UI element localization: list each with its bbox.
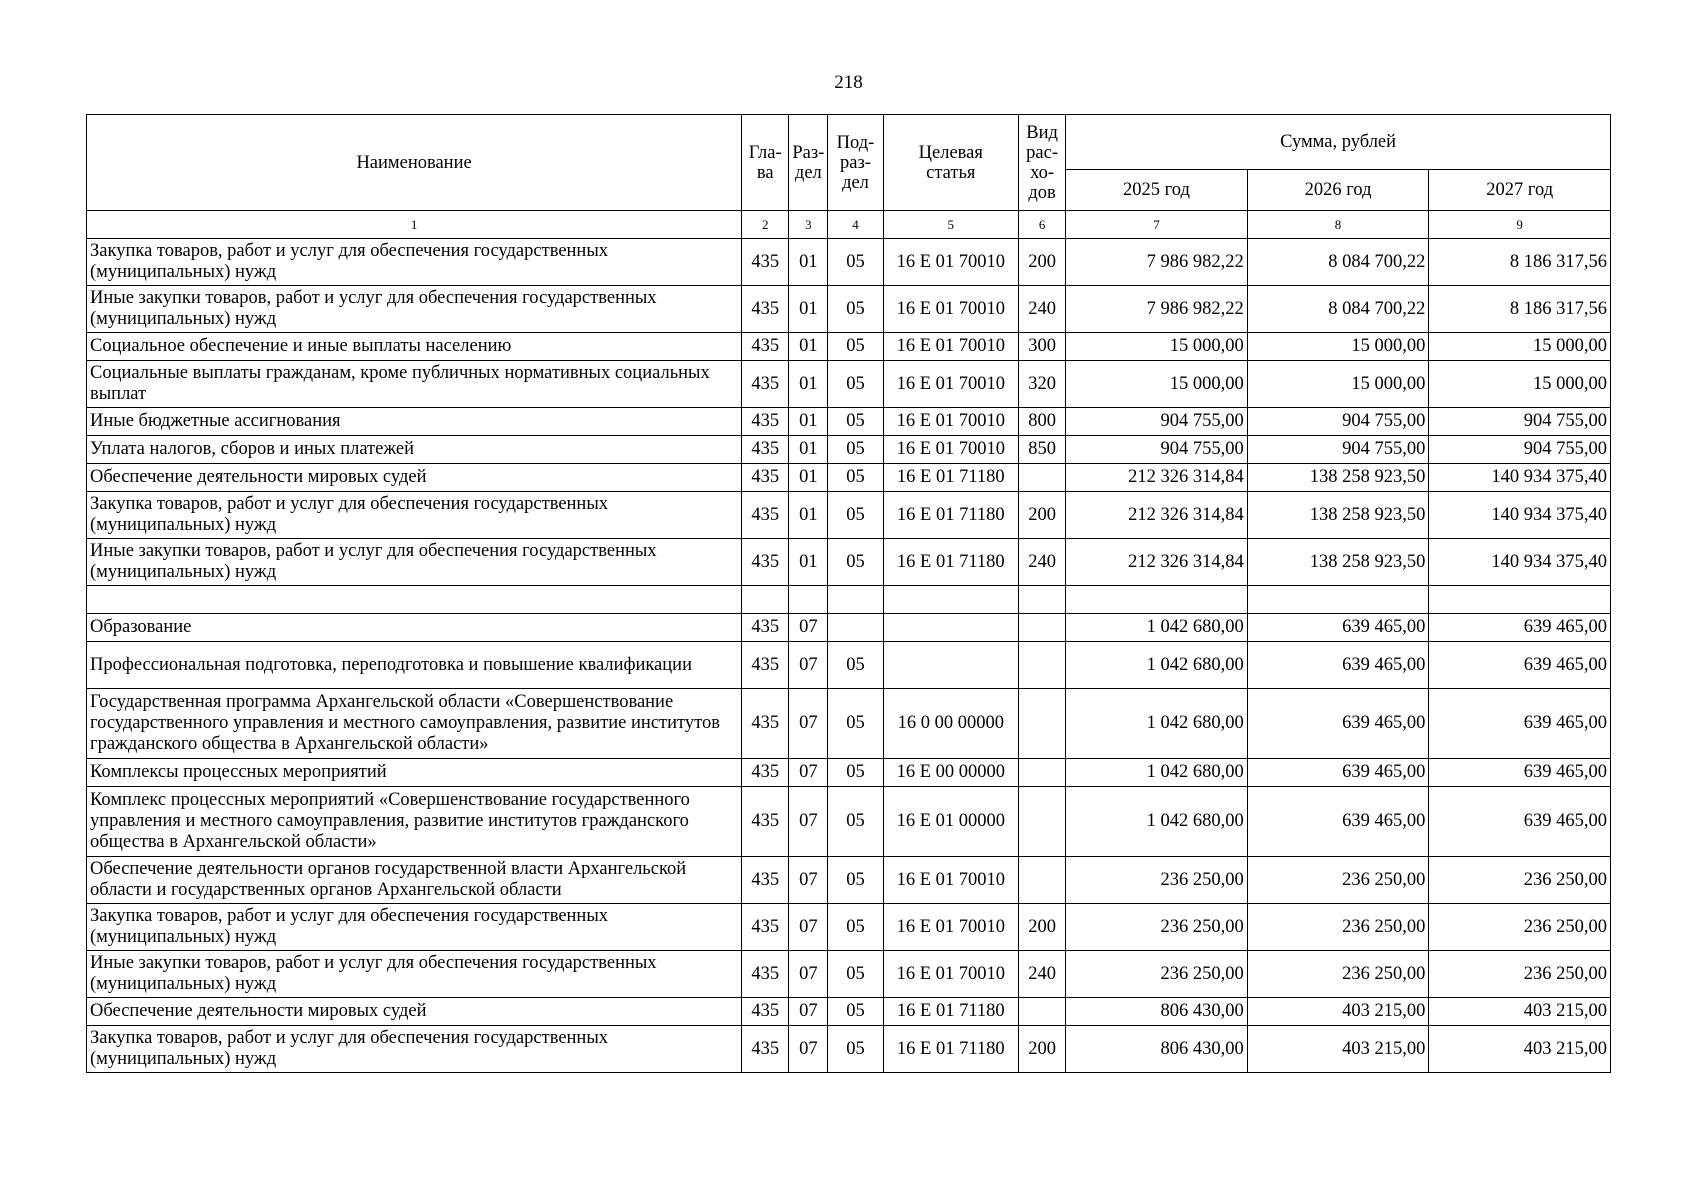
- row-sum-2027: 140 934 375,40: [1429, 539, 1611, 586]
- row-expense-type: 320: [1019, 361, 1066, 408]
- column-index: 4: [828, 211, 883, 239]
- row-target-article: 16 Е 01 70010: [883, 286, 1018, 333]
- row-sum-2027: 8 186 317,56: [1429, 239, 1611, 286]
- table-row: [87, 239, 1611, 286]
- row-expense-type: [1019, 689, 1066, 759]
- row-chapter: 435: [742, 759, 789, 787]
- row-chapter: 435: [742, 614, 789, 642]
- row-subsection: 05: [828, 787, 883, 857]
- row-section: 07: [789, 998, 828, 1026]
- row-name: Обеспечение деятельности органов государственной власти Архангельской области и государственных органов Архангельской области: [87, 857, 742, 904]
- row-sum-2025: 806 430,00: [1066, 998, 1248, 1026]
- row-subsection: 05: [828, 408, 883, 436]
- table-row: [87, 614, 1611, 642]
- row-sum-2026: 639 465,00: [1247, 787, 1429, 857]
- table-body: [87, 211, 1611, 1073]
- row-chapter: 435: [742, 333, 789, 361]
- row-name: Обеспечение деятельности мировых судей: [87, 464, 742, 492]
- row-name: Иные бюджетные ассигнования: [87, 408, 742, 436]
- column-index: 7: [1066, 211, 1248, 239]
- header-year-2025: 2025 год: [1066, 170, 1248, 211]
- row-sum-2026: 15 000,00: [1247, 333, 1429, 361]
- row-expense-type: [1019, 998, 1066, 1026]
- row-chapter: 435: [742, 286, 789, 333]
- row-sum-2026: 138 258 923,50: [1247, 464, 1429, 492]
- row-sum-2026: 8 084 700,22: [1247, 239, 1429, 286]
- header-subsection: Под- раз- дел: [828, 115, 883, 211]
- table-row: [87, 492, 1611, 539]
- row-subsection: 05: [828, 857, 883, 904]
- row-sum-2027: 236 250,00: [1429, 857, 1611, 904]
- table-row: [87, 1026, 1611, 1073]
- header-sum: Сумма, рублей: [1066, 115, 1611, 170]
- row-chapter: 435: [742, 642, 789, 689]
- row-expense-type: [1019, 586, 1066, 614]
- row-expense-type: [1019, 642, 1066, 689]
- header-expense-type: Вид рас- хо- дов: [1019, 115, 1066, 211]
- row-sum-2025: 904 755,00: [1066, 408, 1248, 436]
- column-index: 5: [883, 211, 1018, 239]
- table-row: [87, 642, 1611, 689]
- column-index: 1: [87, 211, 742, 239]
- table-row: [87, 689, 1611, 759]
- row-subsection: 05: [828, 642, 883, 689]
- row-name: Иные закупки товаров, работ и услуг для обеспечения государственных (муниципальных) нужд: [87, 539, 742, 586]
- row-sum-2025: 212 326 314,84: [1066, 539, 1248, 586]
- row-target-article: 16 0 00 00000: [883, 689, 1018, 759]
- row-subsection: 05: [828, 689, 883, 759]
- row-sum-2026: [1247, 586, 1429, 614]
- row-section: 01: [789, 408, 828, 436]
- row-sum-2027: 140 934 375,40: [1429, 492, 1611, 539]
- row-chapter: 435: [742, 408, 789, 436]
- row-chapter: 435: [742, 239, 789, 286]
- row-expense-type: 240: [1019, 286, 1066, 333]
- row-expense-type: 800: [1019, 408, 1066, 436]
- row-sum-2026: 138 258 923,50: [1247, 539, 1429, 586]
- row-sum-2027: 15 000,00: [1429, 333, 1611, 361]
- row-target-article: 16 Е 01 71180: [883, 492, 1018, 539]
- row-section: 07: [789, 904, 828, 951]
- row-target-article: 16 Е 01 70010: [883, 857, 1018, 904]
- row-subsection: 05: [828, 361, 883, 408]
- row-name: Профессиональная подготовка, переподготовка и повышение квалификации: [87, 642, 742, 689]
- row-sum-2026: 236 250,00: [1247, 857, 1429, 904]
- row-sum-2026: 15 000,00: [1247, 361, 1429, 408]
- header-target: Целевая статья: [883, 115, 1018, 211]
- row-section: 07: [789, 689, 828, 759]
- row-subsection: 05: [828, 539, 883, 586]
- row-sum-2025: 904 755,00: [1066, 436, 1248, 464]
- row-sum-2027: 904 755,00: [1429, 408, 1611, 436]
- row-subsection: 05: [828, 492, 883, 539]
- row-chapter: 435: [742, 787, 789, 857]
- column-index: 9: [1429, 211, 1611, 239]
- row-sum-2026: 639 465,00: [1247, 614, 1429, 642]
- row-target-article: 16 Е 01 71180: [883, 464, 1018, 492]
- table-row: [87, 857, 1611, 904]
- row-section: 01: [789, 492, 828, 539]
- row-sum-2025: 1 042 680,00: [1066, 689, 1248, 759]
- row-target-article: 16 Е 01 70010: [883, 361, 1018, 408]
- row-sum-2025: 1 042 680,00: [1066, 642, 1248, 689]
- budget-table: [86, 114, 1611, 1073]
- row-sum-2026: 403 215,00: [1247, 998, 1429, 1026]
- table-row: [87, 951, 1611, 998]
- row-name: [87, 586, 742, 614]
- row-sum-2025: 236 250,00: [1066, 951, 1248, 998]
- row-sum-2027: 403 215,00: [1429, 1026, 1611, 1073]
- row-section: 01: [789, 286, 828, 333]
- row-sum-2027: 639 465,00: [1429, 787, 1611, 857]
- row-sum-2026: 236 250,00: [1247, 951, 1429, 998]
- row-target-article: 16 Е 01 71180: [883, 998, 1018, 1026]
- table-row: [87, 759, 1611, 787]
- table-row: [87, 787, 1611, 857]
- row-name: Комплекс процессных мероприятий «Совершенствование государственного управления и местного самоуправления, развитие институтов гражданского общества в Архангельской области»: [87, 787, 742, 857]
- row-chapter: 435: [742, 689, 789, 759]
- row-expense-type: [1019, 759, 1066, 787]
- row-target-article: [883, 642, 1018, 689]
- table-row: [87, 464, 1611, 492]
- row-name: Закупка товаров, работ и услуг для обеспечения государственных (муниципальных) нужд: [87, 492, 742, 539]
- row-sum-2027: 236 250,00: [1429, 904, 1611, 951]
- row-subsection: 05: [828, 998, 883, 1026]
- row-expense-type: 200: [1019, 1026, 1066, 1073]
- row-sum-2026: 904 755,00: [1247, 408, 1429, 436]
- row-sum-2027: 15 000,00: [1429, 361, 1611, 408]
- table-row: [87, 539, 1611, 586]
- row-name: Социальные выплаты гражданам, кроме публичных нормативных социальных выплат: [87, 361, 742, 408]
- row-section: 07: [789, 857, 828, 904]
- row-section: 01: [789, 239, 828, 286]
- row-subsection: 05: [828, 1026, 883, 1073]
- table-row: [87, 408, 1611, 436]
- row-section: 07: [789, 951, 828, 998]
- row-name: Уплата налогов, сборов и иных платежей: [87, 436, 742, 464]
- row-chapter: 435: [742, 951, 789, 998]
- row-chapter: 435: [742, 857, 789, 904]
- row-sum-2026: 403 215,00: [1247, 1026, 1429, 1073]
- row-target-article: [883, 586, 1018, 614]
- row-section: 07: [789, 642, 828, 689]
- row-expense-type: [1019, 787, 1066, 857]
- row-subsection: [828, 614, 883, 642]
- row-sum-2025: 806 430,00: [1066, 1026, 1248, 1073]
- row-sum-2027: 639 465,00: [1429, 759, 1611, 787]
- row-sum-2025: 7 986 982,22: [1066, 286, 1248, 333]
- row-subsection: 05: [828, 464, 883, 492]
- row-sum-2026: 639 465,00: [1247, 689, 1429, 759]
- row-chapter: 435: [742, 1026, 789, 1073]
- table-row: [87, 586, 1611, 614]
- row-sum-2025: 212 326 314,84: [1066, 492, 1248, 539]
- row-section: 07: [789, 787, 828, 857]
- row-sum-2027: 904 755,00: [1429, 436, 1611, 464]
- row-section: 07: [789, 759, 828, 787]
- row-expense-type: [1019, 614, 1066, 642]
- column-index-row: [87, 211, 1611, 239]
- row-target-article: 16 Е 01 70010: [883, 436, 1018, 464]
- row-sum-2025: 212 326 314,84: [1066, 464, 1248, 492]
- row-target-article: 16 Е 00 00000: [883, 759, 1018, 787]
- page-number: 218: [834, 72, 863, 93]
- row-target-article: 16 Е 01 70010: [883, 333, 1018, 361]
- row-sum-2027: 403 215,00: [1429, 998, 1611, 1026]
- row-sum-2026: 904 755,00: [1247, 436, 1429, 464]
- row-section: 07: [789, 614, 828, 642]
- table-row: [87, 436, 1611, 464]
- row-expense-type: 240: [1019, 539, 1066, 586]
- row-sum-2027: 8 186 317,56: [1429, 286, 1611, 333]
- row-sum-2027: 639 465,00: [1429, 614, 1611, 642]
- row-sum-2026: 639 465,00: [1247, 642, 1429, 689]
- row-target-article: 16 Е 01 70010: [883, 904, 1018, 951]
- row-subsection: 05: [828, 436, 883, 464]
- row-subsection: 05: [828, 759, 883, 787]
- row-section: [789, 586, 828, 614]
- row-target-article: 16 Е 01 70010: [883, 239, 1018, 286]
- row-subsection: 05: [828, 333, 883, 361]
- row-section: 07: [789, 1026, 828, 1073]
- row-expense-type: 200: [1019, 904, 1066, 951]
- table-row: [87, 333, 1611, 361]
- table-row: [87, 904, 1611, 951]
- row-sum-2025: [1066, 586, 1248, 614]
- row-sum-2025: 7 986 982,22: [1066, 239, 1248, 286]
- row-sum-2027: 236 250,00: [1429, 951, 1611, 998]
- row-sum-2027: [1429, 586, 1611, 614]
- row-chapter: 435: [742, 436, 789, 464]
- row-target-article: 16 Е 01 70010: [883, 408, 1018, 436]
- row-section: 01: [789, 464, 828, 492]
- row-expense-type: 300: [1019, 333, 1066, 361]
- row-sum-2027: 639 465,00: [1429, 689, 1611, 759]
- row-sum-2025: 236 250,00: [1066, 857, 1248, 904]
- row-chapter: 435: [742, 464, 789, 492]
- row-sum-2025: 15 000,00: [1066, 361, 1248, 408]
- column-index: 3: [789, 211, 828, 239]
- row-sum-2025: 15 000,00: [1066, 333, 1248, 361]
- row-sum-2027: 639 465,00: [1429, 642, 1611, 689]
- row-target-article: 16 Е 01 00000: [883, 787, 1018, 857]
- row-sum-2025: 1 042 680,00: [1066, 787, 1248, 857]
- header-year-2026: 2026 год: [1247, 170, 1429, 211]
- row-section: 01: [789, 539, 828, 586]
- row-sum-2026: 138 258 923,50: [1247, 492, 1429, 539]
- column-index: 8: [1247, 211, 1429, 239]
- row-sum-2025: 236 250,00: [1066, 904, 1248, 951]
- row-expense-type: 240: [1019, 951, 1066, 998]
- row-expense-type: 200: [1019, 492, 1066, 539]
- header-section: Раз- дел: [789, 115, 828, 211]
- row-name: Закупка товаров, работ и услуг для обеспечения государственных (муниципальных) нужд: [87, 1026, 742, 1073]
- row-target-article: 16 Е 01 70010: [883, 951, 1018, 998]
- row-sum-2027: 140 934 375,40: [1429, 464, 1611, 492]
- row-chapter: 435: [742, 539, 789, 586]
- header-year-2027: 2027 год: [1429, 170, 1611, 211]
- row-section: 01: [789, 333, 828, 361]
- row-name: Обеспечение деятельности мировых судей: [87, 998, 742, 1026]
- row-sum-2026: 639 465,00: [1247, 759, 1429, 787]
- row-sum-2026: 8 084 700,22: [1247, 286, 1429, 333]
- row-target-article: 16 Е 01 71180: [883, 1026, 1018, 1073]
- table-row: [87, 998, 1611, 1026]
- row-subsection: 05: [828, 904, 883, 951]
- row-sum-2025: 1 042 680,00: [1066, 614, 1248, 642]
- row-name: Государственная программа Архангельской области «Совершенствование государственного управления и местного самоуправления, развитие институтов гражданского общества в Архангельской области»: [87, 689, 742, 759]
- row-name: Комплексы процессных мероприятий: [87, 759, 742, 787]
- row-name: Иные закупки товаров, работ и услуг для обеспечения государственных (муниципальных) нужд: [87, 951, 742, 998]
- row-chapter: 435: [742, 492, 789, 539]
- row-section: 01: [789, 361, 828, 408]
- row-target-article: [883, 614, 1018, 642]
- column-index: 6: [1019, 211, 1066, 239]
- header-name: Наименование: [87, 115, 742, 211]
- row-expense-type: 850: [1019, 436, 1066, 464]
- header-chapter: Гла- ва: [742, 115, 789, 211]
- row-chapter: 435: [742, 361, 789, 408]
- row-sum-2025: 1 042 680,00: [1066, 759, 1248, 787]
- row-target-article: 16 Е 01 71180: [883, 539, 1018, 586]
- row-subsection: 05: [828, 286, 883, 333]
- table-row: [87, 361, 1611, 408]
- row-chapter: 435: [742, 998, 789, 1026]
- row-subsection: 05: [828, 951, 883, 998]
- row-sum-2026: 236 250,00: [1247, 904, 1429, 951]
- table-row: [87, 286, 1611, 333]
- row-expense-type: [1019, 464, 1066, 492]
- row-name: Закупка товаров, работ и услуг для обеспечения государственных (муниципальных) нужд: [87, 904, 742, 951]
- row-name: Социальное обеспечение и иные выплаты населению: [87, 333, 742, 361]
- row-subsection: 05: [828, 239, 883, 286]
- row-name: Закупка товаров, работ и услуг для обеспечения государственных (муниципальных) нужд: [87, 239, 742, 286]
- row-expense-type: [1019, 857, 1066, 904]
- column-index: 2: [742, 211, 789, 239]
- row-chapter: [742, 586, 789, 614]
- row-expense-type: 200: [1019, 239, 1066, 286]
- row-subsection: [828, 586, 883, 614]
- row-name: Образование: [87, 614, 742, 642]
- row-name: Иные закупки товаров, работ и услуг для обеспечения государственных (муниципальных) нужд: [87, 286, 742, 333]
- row-section: 01: [789, 436, 828, 464]
- row-chapter: 435: [742, 904, 789, 951]
